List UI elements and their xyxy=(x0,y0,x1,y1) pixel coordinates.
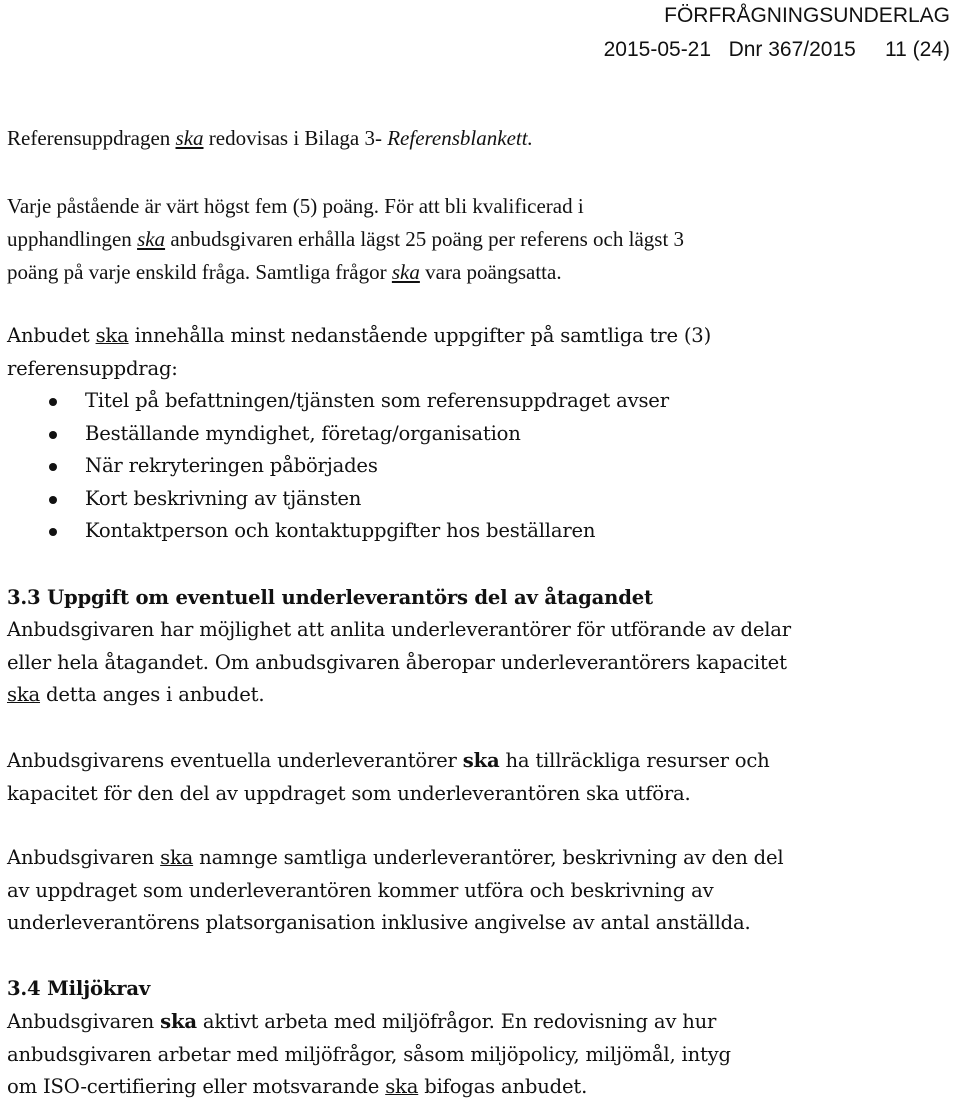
text-line: anbudsgivaren arbetar med miljöfrågor, såsom miljöpolicy, miljömål, intyg xyxy=(7,1042,731,1066)
text-line: Anbudet ska innehålla minst nedanstående uppgifter på samtliga tre (3) xyxy=(7,324,712,347)
bullet-icon xyxy=(49,496,57,504)
text-line: kapacitet för den del av uppdraget som underleverantören ska utföra. xyxy=(7,781,691,805)
text-line: ska detta anges i anbudet. xyxy=(7,683,265,706)
text-line: eller hela åtagandet. Om anbudsgivaren åberopar underleverantörers kapacitet xyxy=(7,650,787,674)
text-line: Anbudsgivarens eventuella underleverantörer ska ha tillräckliga resurser och xyxy=(7,749,770,772)
list-item: När rekryteringen påbörjades xyxy=(7,450,952,483)
text-line: om ISO-certifiering eller motsvarande ska bifogas anbudet. xyxy=(7,1075,588,1098)
subcontractor-naming-paragraph xyxy=(7,842,952,940)
bullet-icon xyxy=(49,431,57,439)
document-date: 2015-05-21 xyxy=(603,38,712,61)
requirements-paragraph xyxy=(7,320,952,385)
bullet-icon xyxy=(49,463,57,471)
text-line: poäng på varje enskild fråga. Samtliga frågor ska vara poängsatta. xyxy=(7,260,562,284)
text-line: referensuppdrag: xyxy=(7,356,178,380)
text-line: upphandlingen ska anbudsgivaren erhålla lägst 25 poäng per referens och lägst 3 xyxy=(7,227,685,251)
text-line: Anbudsgivaren ska aktivt arbeta med miljöfrågor. En redovisning av hur xyxy=(7,1010,717,1033)
requirements-list xyxy=(7,385,952,548)
bullet-icon xyxy=(49,528,57,536)
subcontractor-resources-paragraph xyxy=(7,745,952,810)
text-line: Varje påstående är värt högst fem (5) poäng. För att bli kvalificerad i xyxy=(7,194,584,218)
document-number: Dnr 367/2015 xyxy=(728,38,856,61)
list-item: Titel på befattningen/tjänsten som referensuppdraget avser xyxy=(7,385,952,418)
text-line: Anbudsgivaren har möjlighet att anlita underleverantörer för utförande av delar xyxy=(7,618,791,641)
text-line: Anbudsgivaren ska namnge samtliga underleverantörer, beskrivning av den del xyxy=(7,846,784,869)
document-title: FÖRFRÅGNINGSUNDERLAG xyxy=(664,4,950,27)
text-line: av uppdraget som underleverantören kommer utföra och beskrivning av xyxy=(7,878,714,902)
page-number: 11 (24) xyxy=(885,38,950,61)
section-3-3-heading: 3.3 Uppgift om eventuell underleverantörs del av åtagandet xyxy=(7,586,653,609)
bullet-icon xyxy=(49,398,57,406)
environment-paragraph xyxy=(7,1006,952,1104)
list-item: Beställande myndighet, företag/organisation xyxy=(7,418,952,451)
reference-paragraph xyxy=(7,122,952,155)
subcontractor-paragraph xyxy=(7,614,952,712)
text-line: Referensuppdragen ska redovisas i Bilaga 3- Referensblankett. xyxy=(7,126,533,150)
text-line: underleverantörens platsorganisation inklusive angivelse av antal anställda. xyxy=(7,911,751,934)
list-item: Kort beskrivning av tjänsten xyxy=(7,483,952,516)
list-item: Kontaktperson och kontaktuppgifter hos beställaren xyxy=(7,515,952,548)
section-3-4-heading: 3.4 Miljökrav xyxy=(7,977,151,1000)
document-meta xyxy=(604,39,950,60)
scoring-paragraph xyxy=(7,190,952,289)
